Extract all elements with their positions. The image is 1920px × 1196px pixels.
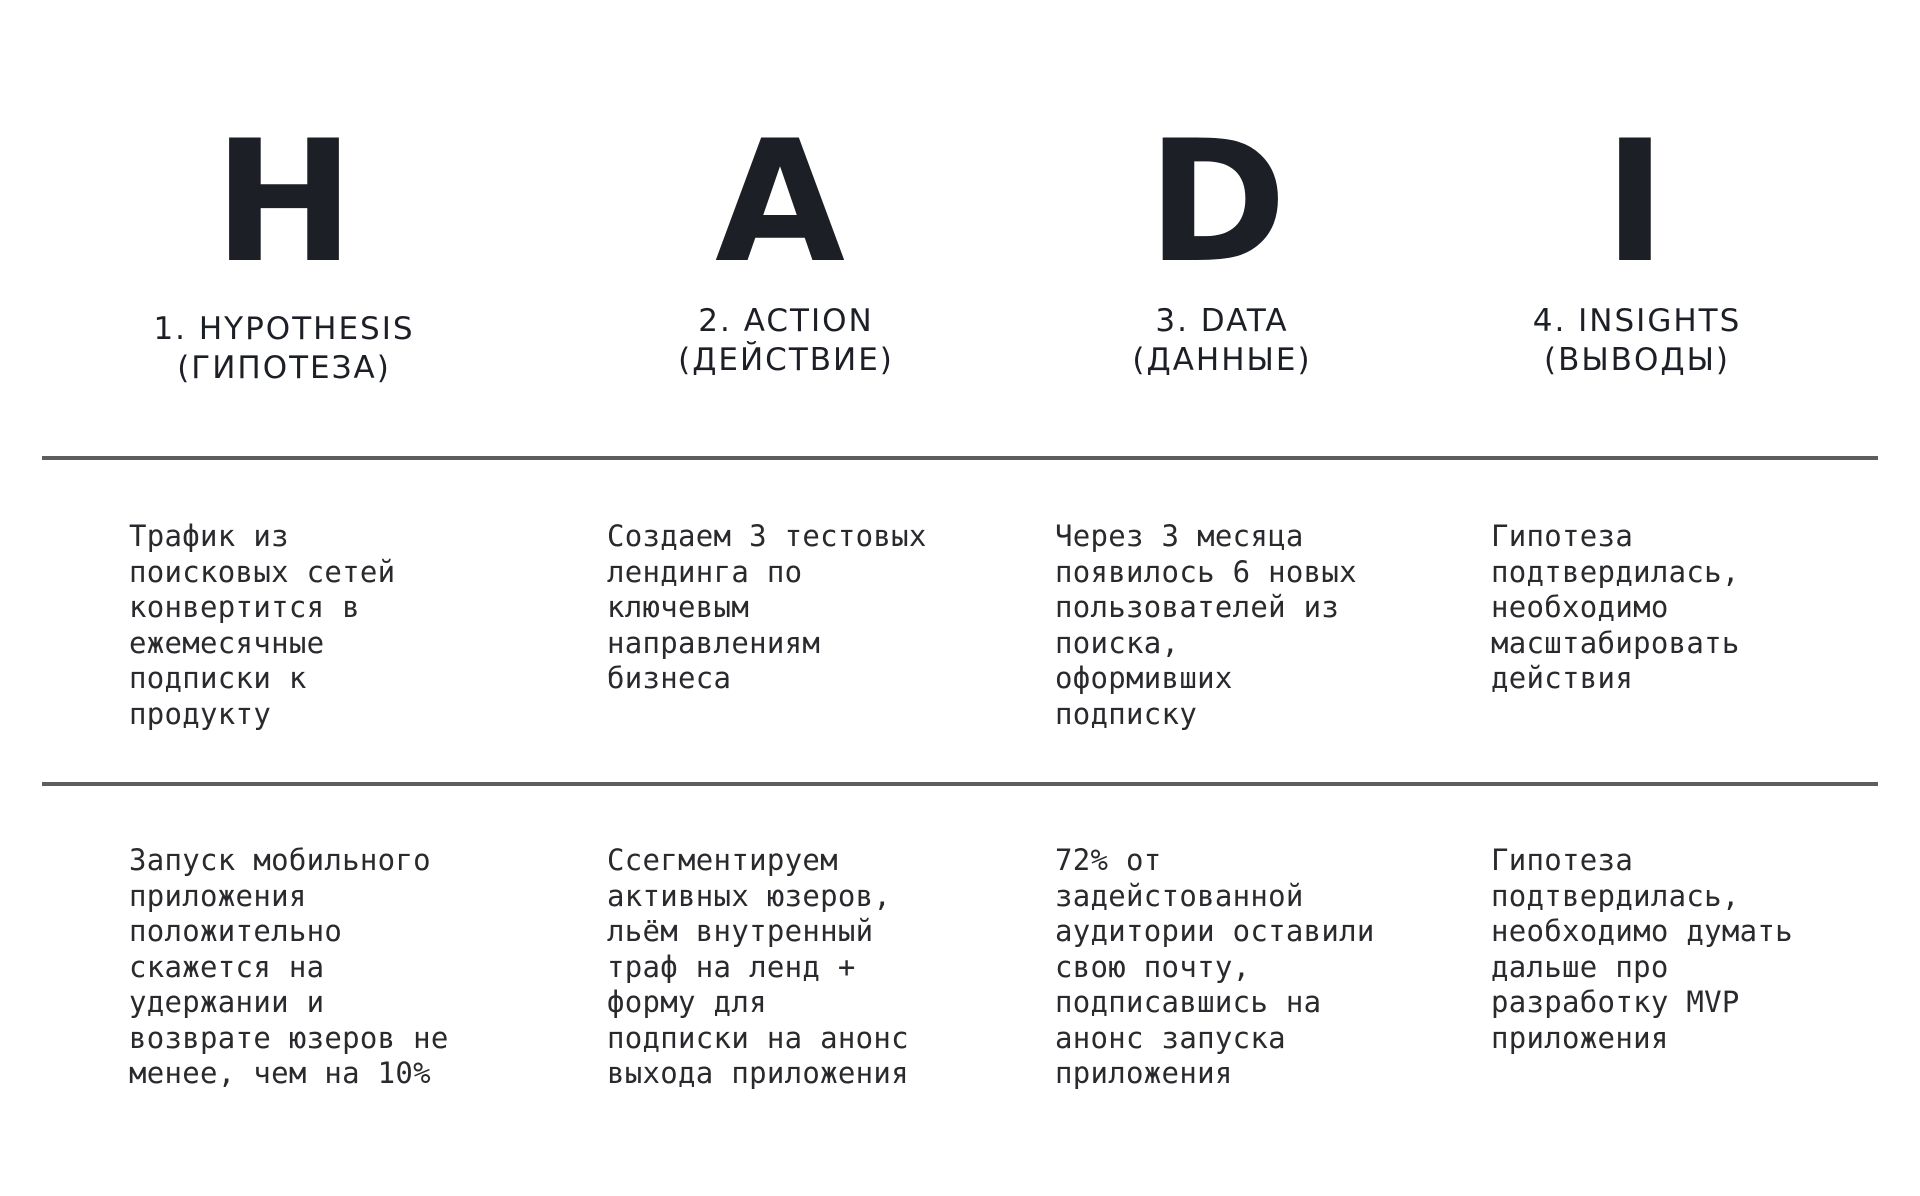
title-data: [1052, 302, 1392, 380]
row1-action: Создаем 3 тестовых лендинга по ключевым направлениям бизнеса: [607, 519, 927, 695]
row2-insights: Гипотеза подтвердилась, необходимо думать дальше про разработку MVP приложения: [1491, 843, 1793, 1055]
title-insights-en: 4. INSIGHTS: [1532, 303, 1742, 339]
row1-insights: Гипотеза подтвердилась, необходимо масштабировать действия: [1491, 519, 1740, 695]
row2-data: 72% от задейстованной аудитории оставили свою почту, подписавшись на анонс запуска приложения: [1055, 843, 1375, 1090]
title-insights-ru: (ВЫВОДЫ): [1543, 342, 1731, 378]
title-data-en: 3. DATA: [1155, 303, 1289, 339]
title-data-ru: (ДАННЫЕ): [1132, 342, 1312, 378]
row1-hypothesis: Трафик из поисковых сетей конвертится в ежемесячные подписки к продукту: [129, 519, 396, 731]
title-hypothesis-en: 1. HYPOTHESIS: [153, 311, 415, 347]
letter-h: H: [213, 104, 355, 300]
row1-data: Через 3 месяца появилось 6 новых пользователей из поиска, оформивших подписку: [1055, 519, 1357, 731]
letter-d: D: [1147, 104, 1287, 300]
row2-action: Ссегментируем активных юзеров, льём внутренный траф на ленд + форму для подписки на анонс выхода приложения: [607, 843, 909, 1090]
title-action: [616, 302, 956, 380]
divider-top: [42, 456, 1878, 460]
title-hypothesis: [114, 310, 454, 388]
title-hypothesis-ru: (ГИПОТЕЗА): [177, 350, 391, 386]
divider-middle: [42, 782, 1878, 786]
row2-hypothesis: Запуск мобильного приложения положительно скажется на удержании и возврате юзеров не менее, чем на 10%: [129, 843, 449, 1090]
title-insights: [1467, 302, 1807, 380]
title-action-ru: (ДЕЙСТВИЕ): [678, 342, 894, 378]
letter-a: A: [714, 104, 846, 300]
title-action-en: 2. ACTION: [698, 303, 874, 339]
letter-i: I: [1603, 104, 1667, 300]
